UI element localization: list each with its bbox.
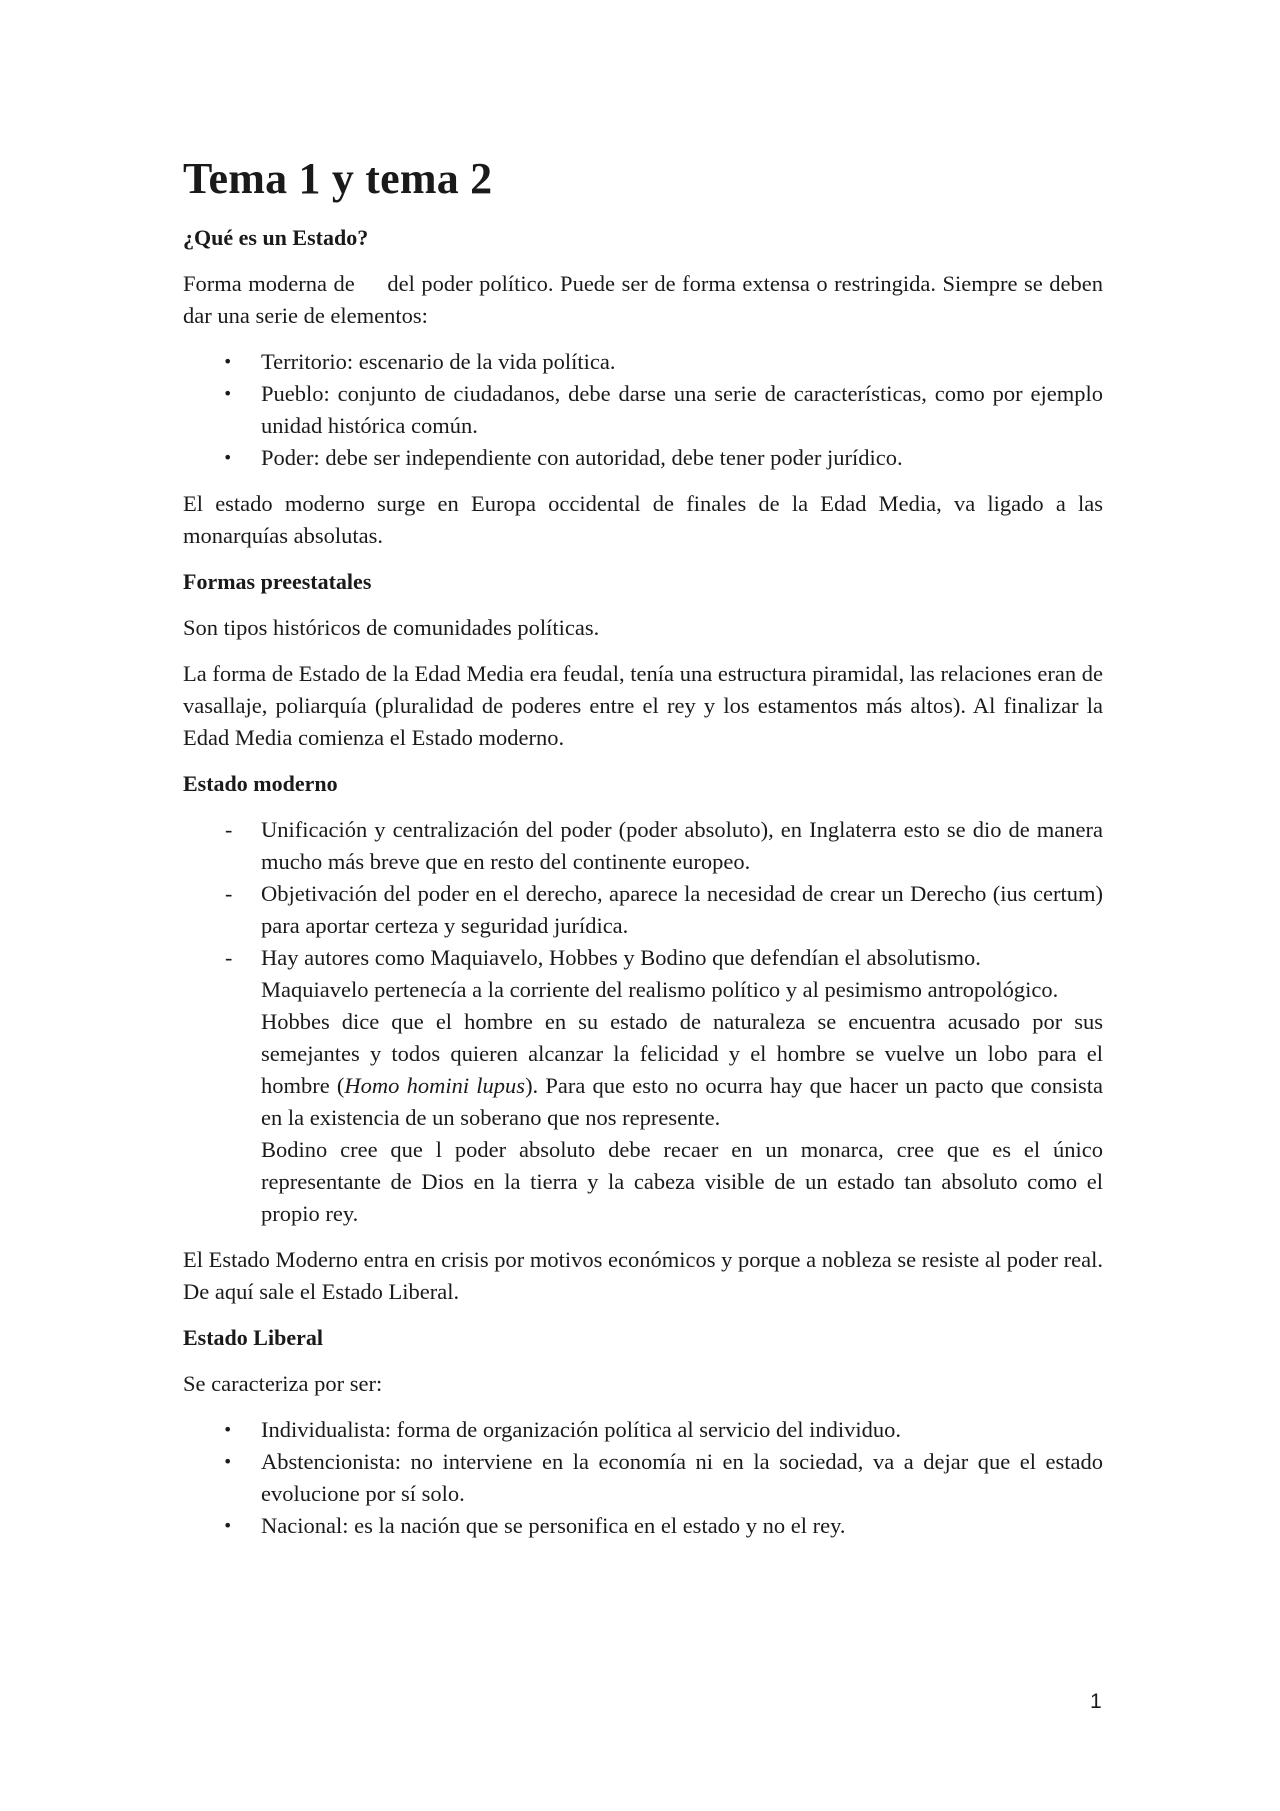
paragraph-preestatales-edad-media: La forma de Estado de la Edad Media era feudal, tenía una estructura piramidal, las relaciones eran de vasallaje, poliarquía (pluralidad de poderes entre el rey y los estamentos más altos). Al finalizar la Edad Media comienza el Estado moderno. xyxy=(183,661,1103,750)
heading-formas-preestatales: Formas preestatales xyxy=(183,569,372,594)
list-item-text: Objetivación del poder en el derecho, aparece la necesidad de crear un Derecho (ius certum) para aportar certeza y seguridad jurídica. xyxy=(261,881,1103,938)
heading-que-es-un-estado: ¿Qué es un Estado? xyxy=(183,225,369,250)
list-item-text: Abstencionista: no interviene en la economía ni en la sociedad, va a dejar que el estado evolucione por sí solo. xyxy=(261,1449,1103,1506)
paragraph-estado-moderno-crisis: El Estado Moderno entra en crisis por motivos económicos y porque a nobleza se resiste al poder real. De aquí sale el Estado Liberal. xyxy=(183,1247,1103,1304)
list-item xyxy=(183,1414,1103,1446)
list-item-text: Individualista: forma de organización política al servicio del individuo. xyxy=(261,1417,902,1442)
document-title: Tema 1 y tema 2 xyxy=(183,154,493,203)
bullet-icon: • xyxy=(223,1516,233,1535)
list-item xyxy=(183,346,1103,378)
heading-estado-liberal: Estado Liberal xyxy=(183,1325,323,1350)
list-item xyxy=(183,1446,1103,1510)
dash-icon: - xyxy=(225,817,233,842)
bullet-icon: • xyxy=(223,1420,233,1439)
page-number: 1 xyxy=(1090,1690,1102,1713)
heading-estado-moderno: Estado moderno xyxy=(183,771,338,796)
list-estado-elementos xyxy=(183,346,1103,474)
list-item xyxy=(183,878,1103,942)
bullet-icon: • xyxy=(223,352,233,371)
list-item-text: Nacional: es la nación que se personifica en el estado y no el rey. xyxy=(261,1513,846,1538)
list-item-text: Poder: debe ser independiente con autoridad, debe tener poder jurídico. xyxy=(261,445,903,470)
dash-icon: - xyxy=(225,945,233,970)
paragraph-estado-definicion: Forma moderna de del poder político. Puede ser de forma extensa o restringida. Siempre se deben dar una serie de elementos: xyxy=(183,271,1109,328)
hobbes-text-before: Hobbes dice que el hombre en su estado de naturaleza se encuentra acusado por sus semejantes y todos quieren alcanzar la felicidad y el hombre se vuelve un lobo para el hombre ( xyxy=(261,1009,1103,1098)
list-item-text: Territorio: escenario de la vida política. xyxy=(261,349,616,374)
list-item-text-hobbes xyxy=(261,1006,1103,1134)
hobbes-latin-phrase: Homo homini lupus xyxy=(344,1073,526,1098)
list-item-text-absolutismo: Hay autores como Maquiavelo, Hobbes y Bodino que defendían el absolutismo. xyxy=(261,945,981,970)
list-item xyxy=(183,442,1103,474)
list-item xyxy=(183,1510,1103,1542)
bullet-icon: • xyxy=(223,384,233,403)
list-estado-liberal xyxy=(183,1414,1103,1542)
list-item-text: Pueblo: conjunto de ciudadanos, debe darse una serie de características, como por ejemplo unidad histórica común. xyxy=(261,381,1103,438)
list-item-text: Unificación y centralización del poder (poder absoluto), en Inglaterra esto se dio de manera mucho más breve que en resto del continente europeo. xyxy=(261,817,1103,874)
list-item xyxy=(183,942,1103,1230)
list-item xyxy=(183,378,1103,442)
list-item xyxy=(183,814,1103,878)
list-item-text-bodino: Bodino cree que l poder absoluto debe recaer en un monarca, cree que es el único representante de Dios en la tierra y la cabeza visible de un estado tan absoluto como el propio rey. xyxy=(261,1137,1103,1226)
dash-icon: - xyxy=(225,881,233,906)
document-content xyxy=(183,150,1109,1556)
bullet-icon: • xyxy=(223,448,233,467)
paragraph-estado-moderno-surge: El estado moderno surge en Europa occidental de finales de la Edad Media, va ligado a las monarquías absolutas. xyxy=(183,491,1103,548)
hobbes-text-after: ). Para que esto no ocurra hay que hacer un pacto que consista en la existencia de un soberano que nos represente. xyxy=(261,1073,1103,1130)
bullet-icon: • xyxy=(223,1452,233,1471)
paragraph-preestatales-tipos: Son tipos históricos de comunidades políticas. xyxy=(183,615,600,640)
list-item-text-maquiavelo: Maquiavelo pertenecía a la corriente del realismo político y al pesimismo antropológico. xyxy=(261,977,1059,1002)
paragraph-liberal-caracteriza: Se caracteriza por ser: xyxy=(183,1371,383,1396)
list-estado-moderno xyxy=(183,814,1103,1230)
